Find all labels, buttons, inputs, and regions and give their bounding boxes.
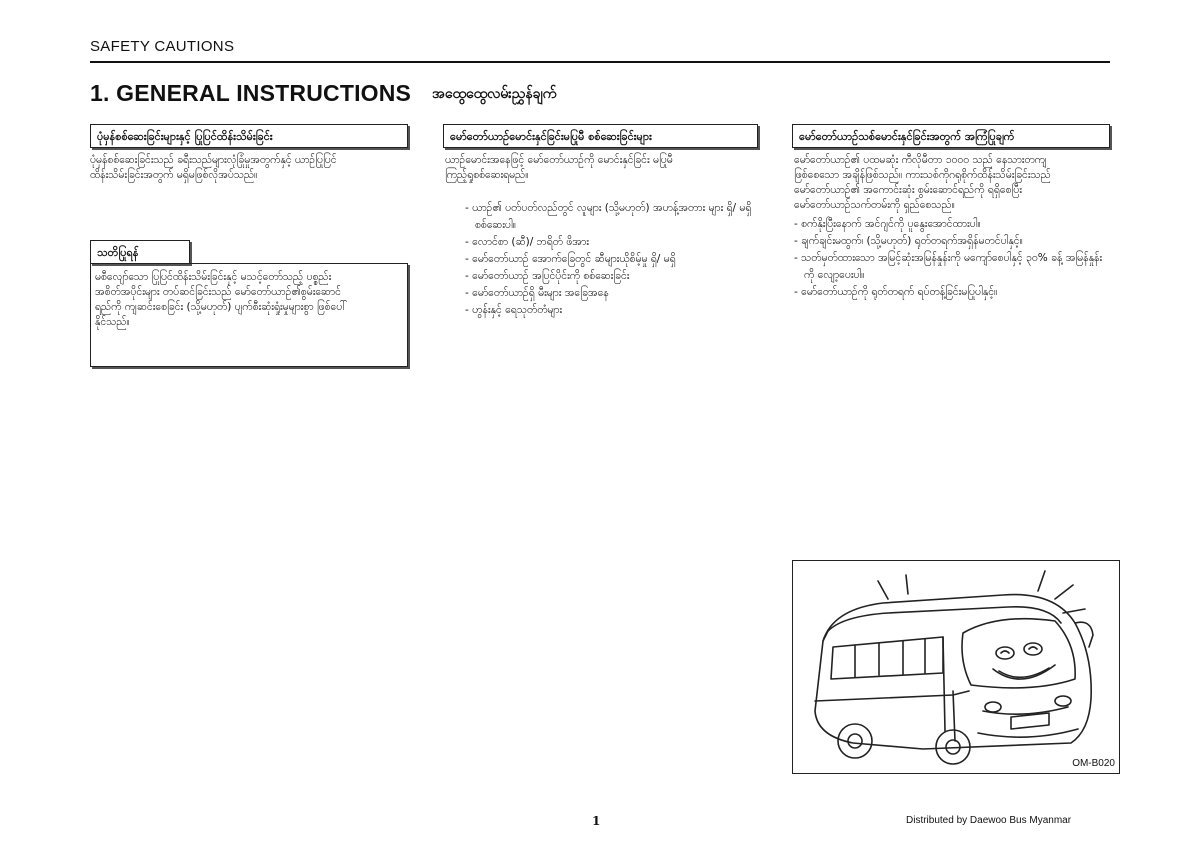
col3-bullet-list	[794, 216, 1112, 301]
col2-intro-line: ကြည့်ရှုစစ်ဆေးရမည်။	[445, 169, 529, 181]
col1-box-title: ပုံမှန်စစ်ဆေးခြင်းများနှင့် ပြုပြင်ထိန်းသိမ်းခြင်း	[90, 124, 408, 148]
col3-box-title: မော်တော်ယာဉ်သစ်မောင်းနှင်ခြင်းအတွက် အကြံပြုချက်	[792, 124, 1110, 148]
col3-intro	[794, 153, 1116, 213]
list-item: - ချက်ချင်းမထွက်၊ (သို့မဟုတ်) ရုတ်တရက်အရှိန်မတင်ပါနှင့်။	[794, 233, 1112, 250]
list-item: - ဟွန်းနှင့် ရေသုတ်တံများ	[465, 302, 760, 319]
col1-body-line: ပုံမှန်စစ်ဆေးခြင်းသည် ခရီးသည်များလုံခြုံမှုအတွက်နှင့် ယာဉ်ပြုပြင်	[90, 154, 337, 166]
page-number: 1	[592, 814, 601, 828]
section-subtitle: အထွေထွေလမ်းညွှန်ချက်	[432, 86, 557, 102]
warning-line: မစီလျော်သော ပြုပြင်ထိန်းသိမ်းခြင်းနှင့် မသင့်တော်သည့် ပစ္စည်း	[95, 271, 332, 283]
col3-intro-line: ဖြစ်စေသော အချိန်ဖြစ်သည်။ ကားသစ်ကိုဂရုစိုက်ထိန်းသိမ်းခြင်းသည်	[794, 169, 1051, 181]
list-item: - မော်တော်ယာဉ် အပြင်ပိုင်းကို စစ်ဆေးခြင်း	[465, 268, 760, 285]
section-title: 1. GENERAL INSTRUCTIONS	[90, 80, 412, 106]
warning-line: ရည်ကို ကျဆင်းစေခြင်း (သို့မဟုတ်) ပျက်စီးဆုံးရှုံးမှုများစွာ ဖြစ်ပေါ်	[95, 301, 347, 313]
col1-body-line: ထိန်းသိမ်းခြင်းအတွက် မရှိမဖြစ်လိုအပ်သည်။	[90, 169, 258, 181]
distributor-note: Distributed by Daewoo Bus Myanmar	[906, 815, 1072, 826]
col2-intro-line: ယာဉ်မောင်းအနေဖြင့် မော်တော်ယာဉ်ကို မောင်းနှင်ခြင်း မပြုမီ	[445, 154, 673, 166]
list-item: - ယာဉ်၏ ပတ်ပတ်လည်တွင် လူများ (သို့မဟုတ်) အဟန့်အတား များ ရှိ/ မရှိ စစ်ဆေးပါ။	[465, 200, 760, 234]
warning-line: နိုင်သည်။	[95, 316, 130, 328]
col3-intro-line: မော်တော်ယာဉ်သက်တမ်းကို ရှည်စေသည်။	[794, 199, 955, 211]
header-label: SAFETY CAUTIONS	[90, 38, 235, 55]
list-item: - လောင်စာ (ဆီ)/ ဘရိတ် ဖိအား	[465, 234, 760, 251]
figure-label: OM-B020	[1072, 758, 1115, 769]
list-item: - သတ်မှတ်ထားသော အမြင့်ဆုံးအမြန်နှုန်းကို မကျော်စေပါနှင့် ၃၀% ခန့် အမြန်နှုန်းကို လျော့ပေးပါ။	[794, 250, 1112, 284]
header-divider	[90, 61, 1110, 63]
list-item: - မော်တော်ယာဉ် အောက်ခြေတွင် ဆီများယိုစိမ့်မှု ရှိ/ မရှိ	[465, 251, 760, 268]
figure-box	[792, 560, 1120, 774]
smiling-bus-illustration-icon	[793, 561, 1119, 773]
col2-intro	[445, 153, 765, 183]
warning-line: အစိတ်အပိုင်းများ တပ်ဆင်ခြင်းသည် မော်တော်ယာဉ်၏စွမ်းဆောင်	[95, 286, 341, 298]
col1-body	[90, 153, 410, 183]
col3-intro-line: မော်တော်ယာဉ်၏ ပထမဆုံး ကီလိုမီတာ ၁၀၀၀ သည် နေသားတကျ	[794, 154, 1047, 166]
warning-box	[90, 263, 408, 367]
col3-intro-line: မော်တော်ယာဉ်၏ အကောင်းဆုံး စွမ်းဆောင်ရည်ကို ရရှိစေပြီး	[794, 184, 1022, 196]
warning-text	[95, 270, 401, 330]
warning-title: သတိပြုရန်	[90, 240, 190, 264]
list-item: - မော်တော်ယာဉ်ကို ရုတ်တရက် ရပ်တန့်ခြင်းမပြုပါနှင့်။	[794, 284, 1112, 301]
col2-bullet-list	[465, 200, 760, 319]
list-item: - မော်တော်ယာဉ်ရှိ မီးများ အခြေအနေ	[465, 285, 760, 302]
list-item: - စက်နိုးပြီးနောက် အင်ဂျင်ကို ပူနွေးအောင်ထားပါ။	[794, 216, 1112, 233]
col2-box-title: မော်တော်ယာဉ်မောင်းနှင်ခြင်းမပြုမီ စစ်ဆေးခြင်းများ	[443, 124, 758, 148]
